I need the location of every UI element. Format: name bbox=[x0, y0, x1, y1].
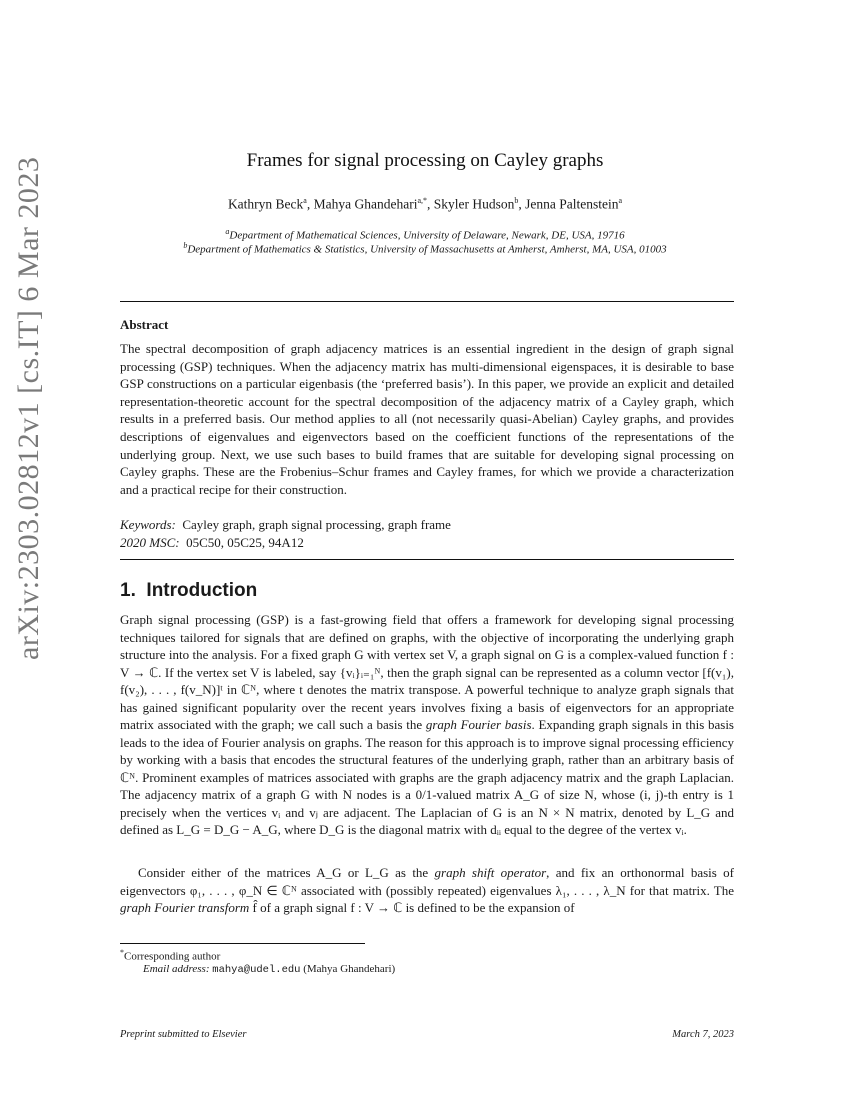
author-name: Mahya Ghandehari bbox=[313, 196, 418, 212]
intro-paragraph-2 bbox=[120, 864, 734, 917]
msc-label: 2020 MSC: bbox=[120, 535, 180, 550]
email-owner: (Mahya Ghandehari) bbox=[303, 963, 396, 975]
section-heading bbox=[120, 580, 257, 602]
author-name: Kathryn Beck bbox=[227, 196, 304, 212]
author-mark: a bbox=[618, 196, 623, 205]
emphasis-text: graph shift operator bbox=[434, 865, 547, 880]
footnote-mark: * bbox=[120, 948, 124, 957]
top-rule bbox=[120, 301, 734, 302]
author-name: Skyler Hudson bbox=[433, 196, 515, 212]
msc-value: 05C50, 05C25, 94A12 bbox=[186, 535, 304, 550]
affiliation-mark: a bbox=[225, 227, 230, 236]
email-label: Email address: bbox=[143, 963, 210, 975]
author-list: Kathryn Beck$^a$, Mahya Ghandehari$^{a,*}$, Skyler Hudson$^b$, Jenna Paltenstein$^a$ bbox=[227, 196, 623, 212]
footer-date: March 7, 2023 bbox=[672, 1029, 734, 1040]
author-mark: b bbox=[514, 196, 519, 205]
paragraph-text: f̂ of a graph signal f : V → ℂ is defined to be the expansion of bbox=[249, 900, 575, 915]
author-mark: a,* bbox=[417, 196, 428, 205]
emphasis-text: graph Fourier transform bbox=[120, 900, 250, 915]
abstract-heading: Abstract bbox=[120, 317, 169, 332]
abstract-text: The spectral decomposition of graph adjacency matrices is an essential ingredient in the design of graph signal processing (GSP) techniques. When the adjacency matrix has multi-dimensional eigenspaces, it is desirable to base GSP constructions on a particular eigenbasis (the ‘preferred basis’). In this paper, we provide an explicit and detailed representation-theoretic account for the spectral decomposition of the adjacency matrix of a Cayley graph, which results in a preferred basis. Our method applies to all (not necessarily quasi-Abelian) Cayley graphs, and provides descriptions of eigenvalues and eigenvectors based on the coefficient functions of the representations of the underlying group. Next, we use such bases to build frames that are suitable for developing signal processing on Cayley graphs. These are the Frobenius–Schur frames and Cayley frames, for which we provide a characterization and a practical recipe for their construction. bbox=[120, 341, 734, 497]
footnote-email bbox=[143, 963, 395, 976]
footnote-rule bbox=[120, 943, 365, 944]
paragraph-text: Consider either of the matrices A_G or L_G as the bbox=[138, 865, 435, 880]
footer-preprint: Preprint submitted to Elsevier bbox=[120, 1029, 247, 1040]
email-link[interactable]: mahya@udel.edu bbox=[212, 964, 301, 976]
paper-title: Frames for signal processing on Cayley graphs bbox=[246, 150, 604, 171]
author-name: Jenna Paltenstein bbox=[525, 196, 619, 212]
keywords bbox=[120, 517, 451, 533]
intro-paragraph-1 bbox=[120, 611, 734, 839]
emphasis-text: graph Fourier basis bbox=[425, 717, 532, 732]
affiliation bbox=[0, 241, 850, 256]
affiliation-text: Department of Mathematical Sciences, University of Delaware, Newark, DE, USA, 19716 bbox=[229, 229, 625, 242]
msc-codes bbox=[120, 535, 304, 551]
footnote-corresponding bbox=[120, 948, 220, 963]
paragraph-text: . Expanding graph signals in this basis leads to the idea of Fourier analysis on graphs. The reason for this approach is to improve signal processing efficiency by working with a basis that encodes the structural features of the underlying graph, rather than an arbitrary basis of ℂᴺ. Prominent examples of matrices associated with graphs are the graph adjacency matrix and the graph Laplacian. The adjacency matrix of a graph G with N nodes is a 0/1-valued matrix A_G of size N, whose (i, j)-th entry is 1 precisely when the vertices vᵢ and vⱼ are adjacent. The Laplacian of G is an N × N matrix, denoted by L_G and defined as L_G = D_G − A_G, where D_G is the diagonal matrix with dᵢᵢ equal to the degree of the vertex vᵢ. bbox=[120, 717, 734, 837]
paragraph-text: Graph signal processing (GSP) is a fast-growing field that offers a framework for developing signal processing techniques tailored for signals that are defined on graphs, with the objective of incorporating the underlying graph structure into the analysis. For a fixed graph G with vertex set V, a graph signal on G is a complex-valued function f : V → ℂ. If the vertex set V is labeled, say {vᵢ}ᵢ₌₁ᴺ, then the graph signal can be represented as a column vector [f(v₁), f(v₂), . . . , f(v_N)]ᵗ in ℂᴺ, where t denotes the matrix transpose. A powerful technique to analyze graph signals that has gained significant popularity over the recent years involves fixing a basis of eigenvectors for an appropriate matrix associated with the graph; we call such a basis the bbox=[120, 612, 734, 732]
affiliation-text: Department of Mathematics & Statistics, University of Massachusetts at Amherst, Amherst, MA, USA, 01003 bbox=[187, 243, 667, 256]
author-mark: a bbox=[303, 196, 307, 205]
arxiv-identifier: arXiv:2303.02812v1 [cs.IT] 6 Mar 2023 bbox=[12, 156, 45, 660]
section-number: 1. bbox=[120, 580, 136, 601]
bottom-rule bbox=[120, 559, 734, 560]
paragraph-text: , and fix an orthonormal basis of eigenvectors φ₁, . . . , φ_N ∈ ℂᴺ associated with (possibly repeated) eigenvalues λ₁, . . . , λ_N for that matrix. The bbox=[120, 865, 734, 898]
keywords-value: Cayley graph, graph signal processing, graph frame bbox=[182, 517, 451, 532]
affiliation-mark: b bbox=[183, 241, 188, 250]
keywords-label: Keywords: bbox=[120, 517, 176, 532]
section-title: Introduction bbox=[146, 580, 258, 601]
footnote-text: Corresponding author bbox=[124, 950, 221, 963]
affiliation bbox=[0, 227, 850, 242]
